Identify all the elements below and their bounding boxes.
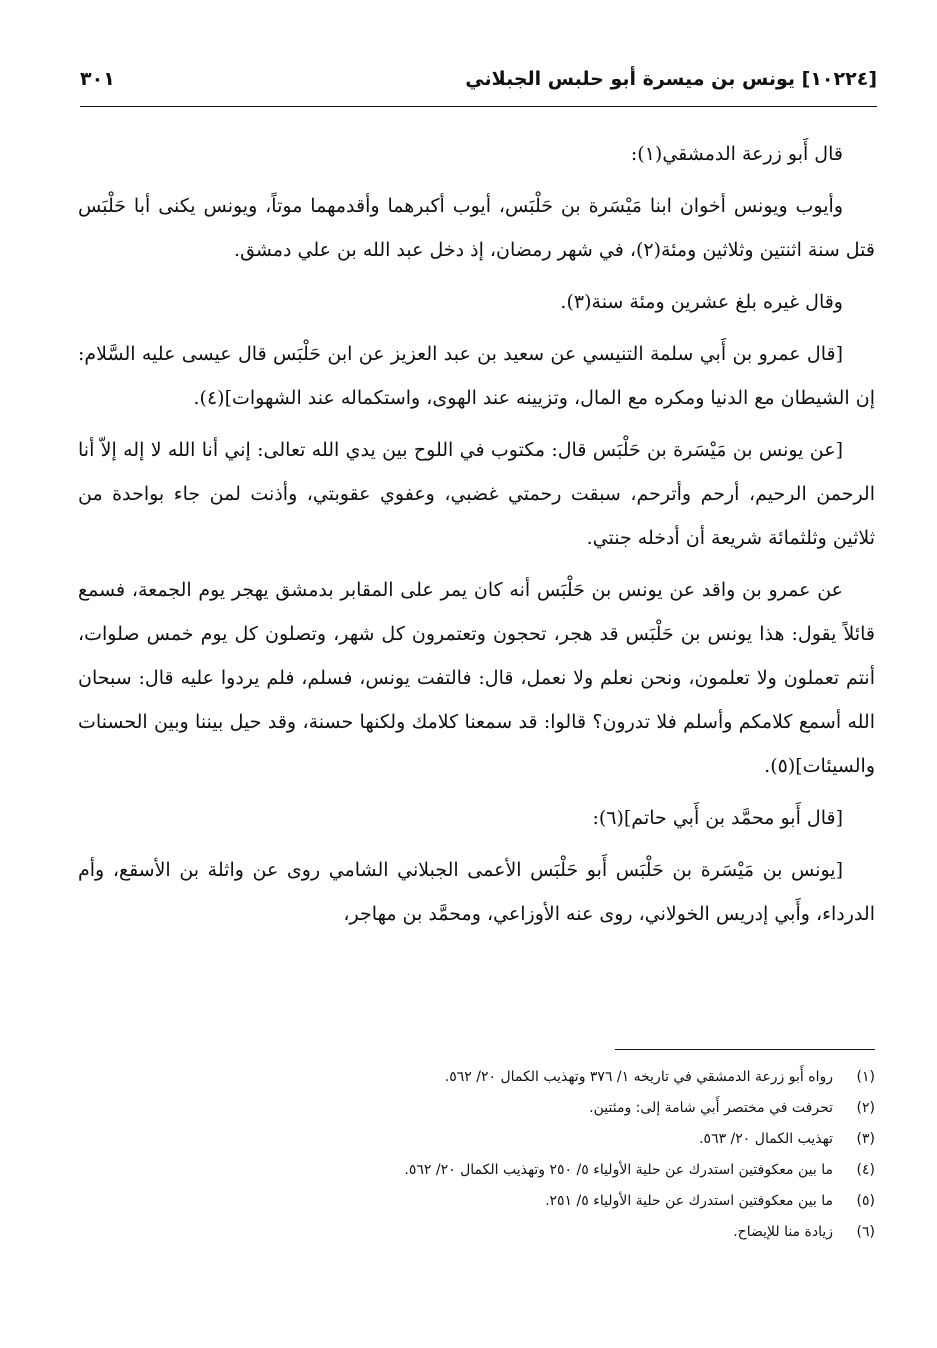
footnote-number: (١) (856, 1069, 875, 1085)
paragraph: [قال أَبو محمَّد بن أَبي حاتم](٦): (592, 807, 843, 829)
footnote-text: ما بين معكوفتين استدرك عن حلية الأولياء ٥/ ٢٥١. (545, 1193, 833, 1209)
footnote-divider (615, 1049, 875, 1050)
paragraph: [عن يونس بن مَيْسَرة بن حَلْبَس قال: مكتوب في اللوح بين يدي الله تعالى: إني أنا الله لا إله إلاّ أنا الرحمن الرحيم، أرحم وأترحم، سبقت رحمتي غضبي، وعفوي عقوبتي، وأذنت لمن جاء بواحدة من ثلاثين وثلثمائة شريعة أن أدخله جنتي. (78, 439, 875, 549)
footnote-number: (٥) (856, 1193, 875, 1209)
header-divider (80, 106, 877, 107)
footnote-item (78, 1155, 875, 1186)
footnote-text: تحرفت في مختصر أَبي شامة إلى: ومئتين. (589, 1100, 833, 1116)
footnote-item (78, 1124, 875, 1155)
footnote-item (78, 1093, 875, 1124)
footnote-item (78, 1062, 875, 1093)
footnote-item (78, 1217, 875, 1248)
paragraph: وقال غيره بلغ عشرين ومئة سنة(٣). (560, 291, 843, 313)
footnotes (78, 1062, 875, 1248)
footnote-text: ما بين معكوفتين استدرك عن حلية الأولياء ٥/ ٢٥٠ وتهذيب الكمال ٢٠/ ٥٦٢. (404, 1162, 833, 1178)
footnote-item (78, 1186, 875, 1217)
paragraph: [يونس بن مَيْسَرة بن حَلْبَس أَبو حَلْبَس الأعمى الجبلاني الشامي روى عن واثلة بن الأسقع، وأم الدرداء، وأَبي إدريس الخولاني، روى عنه الأوزاعي، ومحمَّد بن مهاجر، (78, 859, 875, 925)
page-number: ٣٠١ (80, 68, 115, 90)
footnote-text: زيادة منا للإيضاح. (733, 1224, 833, 1240)
running-title: [١٠٢٢٤] يونس بن ميسرة أبو حلبس الجبلاني (465, 68, 877, 90)
paragraph: عن عمرو بن واقد عن يونس بن حَلْبَس أنه كان يمر على المقابر بدمشق يهجر يوم الجمعة، فسمع قائلاً يقول: هذا يونس بن حَلْبَس قد هجر، تحجون وتعتمرون كل شهر، وتصلون كل يوم خمس صلوات، أنتم تعملون ولا تعلمون، ونحن نعلم ولا نعمل، قال: فالتفت يونس، فسلم، فلم يردوا عليه قال: سبحان الله أسمع كلامكم وأسلم فلا تدرون؟ قالوا: قد سمعنا كلامك ولكنها حسنة، وقد حيل بيننا وبين الحسنات والسيئات](٥). (78, 579, 875, 777)
paragraph: وأيوب ويونس أخوان ابنا مَيْسَرة بن حَلْبَس، أيوب أكبرهما وأقدمهما موتاً، ويونس يكنى أبا حَلْبَس قتل سنة اثنتين وثلاثين ومئة(٢)، في شهر رمضان، إذ دخل عبد الله بن علي دمشق. (78, 195, 875, 261)
footnote-number: (٢) (856, 1100, 875, 1116)
page-header (80, 62, 877, 102)
footnote-number: (٤) (856, 1162, 875, 1178)
footnote-text: تهذيب الكمال ٢٠/ ٥٦٣. (699, 1131, 833, 1147)
footnote-number: (٦) (856, 1224, 875, 1240)
paragraph: قال أَبو زرعة الدمشقي(١): (630, 143, 843, 165)
main-text (78, 132, 875, 944)
footnote-number: (٣) (856, 1131, 875, 1147)
paragraph: [قال عمرو بن أَبي سلمة التنيسي عن سعيد بن عبد العزيز عن ابن حَلْبَس قال عيسى عليه السَّلام: إن الشيطان مع الدنيا ومكره مع المال، وتزيينه عند الهوى، واستكماله عند الشهوات](٤). (78, 343, 875, 409)
footnote-text: رواه أَبو زرعة الدمشقي في تاريخه ١/ ٣٧٦ وتهذيب الكمال ٢٠/ ٥٦٢. (444, 1069, 833, 1085)
